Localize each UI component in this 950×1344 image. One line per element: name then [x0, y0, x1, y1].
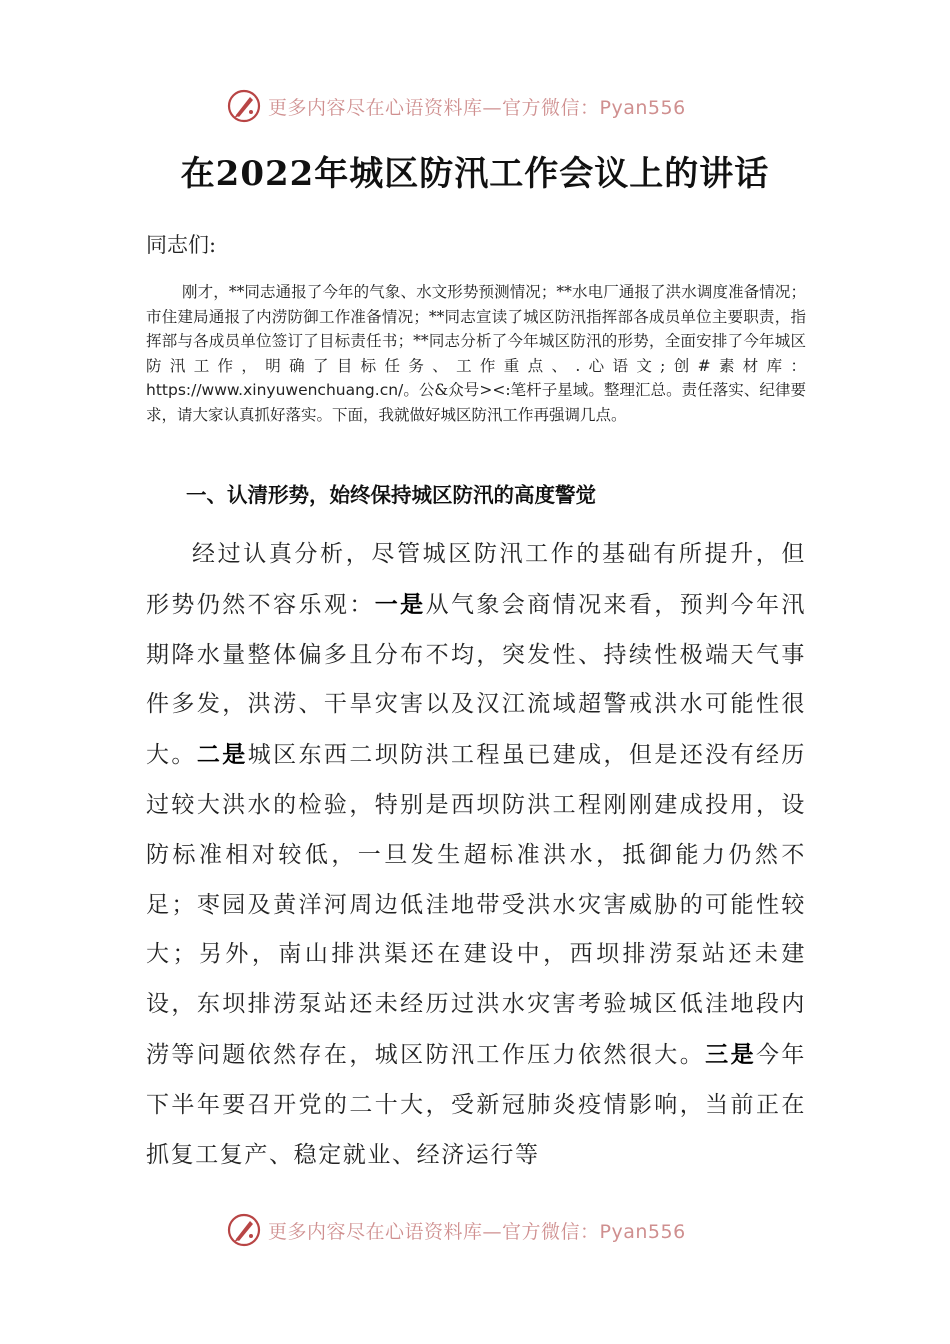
- wechat-id: Pyan556: [599, 96, 686, 119]
- pen-logo-icon: [226, 88, 262, 124]
- point-label: 二是: [196, 741, 248, 769]
- intro-url: https://www.xinyuwenchuang.cn/: [146, 381, 404, 399]
- banner-text: 更多内容尽在心语资料库—官方微信：Pyan556: [268, 1220, 686, 1243]
- header-watermark-banner: [226, 86, 726, 126]
- banner-text: 更多内容尽在心语资料库—官方微信：Pyan556: [268, 96, 686, 119]
- document-title: 在2022年城区防汛工作会议上的讲话: [180, 154, 770, 194]
- footer-watermark-banner: [226, 1210, 726, 1250]
- body-paragraph: 经过认真分析，尽管城区防汛工作的基础有所提升，但形势仍然不容乐观：一是从气象会商情况来看，预判今年汛期降水量整体偏多且分布不均，突发性、持续性极端天气事件多发，洪涝、干旱灾害以及汉江流域超警戒洪水可能性很大。二是城区东西二坝防洪工程虽已建成，但是还没有经历过较大洪水的检验，特别是西坝防洪工程刚刚建成投用，设防标准相对较低，一旦发生超标准洪水，抵御能力仍然不足；枣园及黄洋河周边低洼地带受洪水灾害威胁的可能性较大；另外，南山排洪渠还在建设中，西坝排涝泵站还未建设，东坝排涝泵站还未经历过洪水灾害考验城区低洼地段内涝等问题依然存在，城区防汛工作压力依然很大。三是今年下半年要召开党的二十大，受新冠肺炎疫情影响，当前正在抓复工复产、稳定就业、经济运行等: [146, 541, 807, 1168]
- greeting: 同志们:: [146, 233, 217, 257]
- section-heading: 一、认清形势，始终保持城区防汛的高度警觉: [186, 483, 596, 507]
- point-label: 一是: [374, 590, 426, 618]
- intro-paragraph: 刚才，**同志通报了今年的气象、水文形势预测情况；**水电厂通报了洪水调度准备情况；市住建局通报了内涝防御工作准备情况；**同志宣读了城区防汛指挥部各成员单位主要职责，指挥部与各成员单位签订了目标责任书；**同志分析了今年城区防汛的形势，全面安排了今年城区防汛工作，明确了目标任务、工作重点、.心语文;创#素材库：https://www.xinyuwenchuang.cn/。公&众号><:笔杆子星域。整理汇总。责任落实、纪律要求，请大家认真抓好落实。下面，我就做好城区防汛工作再强调几点。: [146, 283, 806, 424]
- pen-logo-icon: [226, 1212, 262, 1248]
- point-label: 三是: [705, 1040, 756, 1068]
- wechat-id: Pyan556: [599, 1220, 686, 1243]
